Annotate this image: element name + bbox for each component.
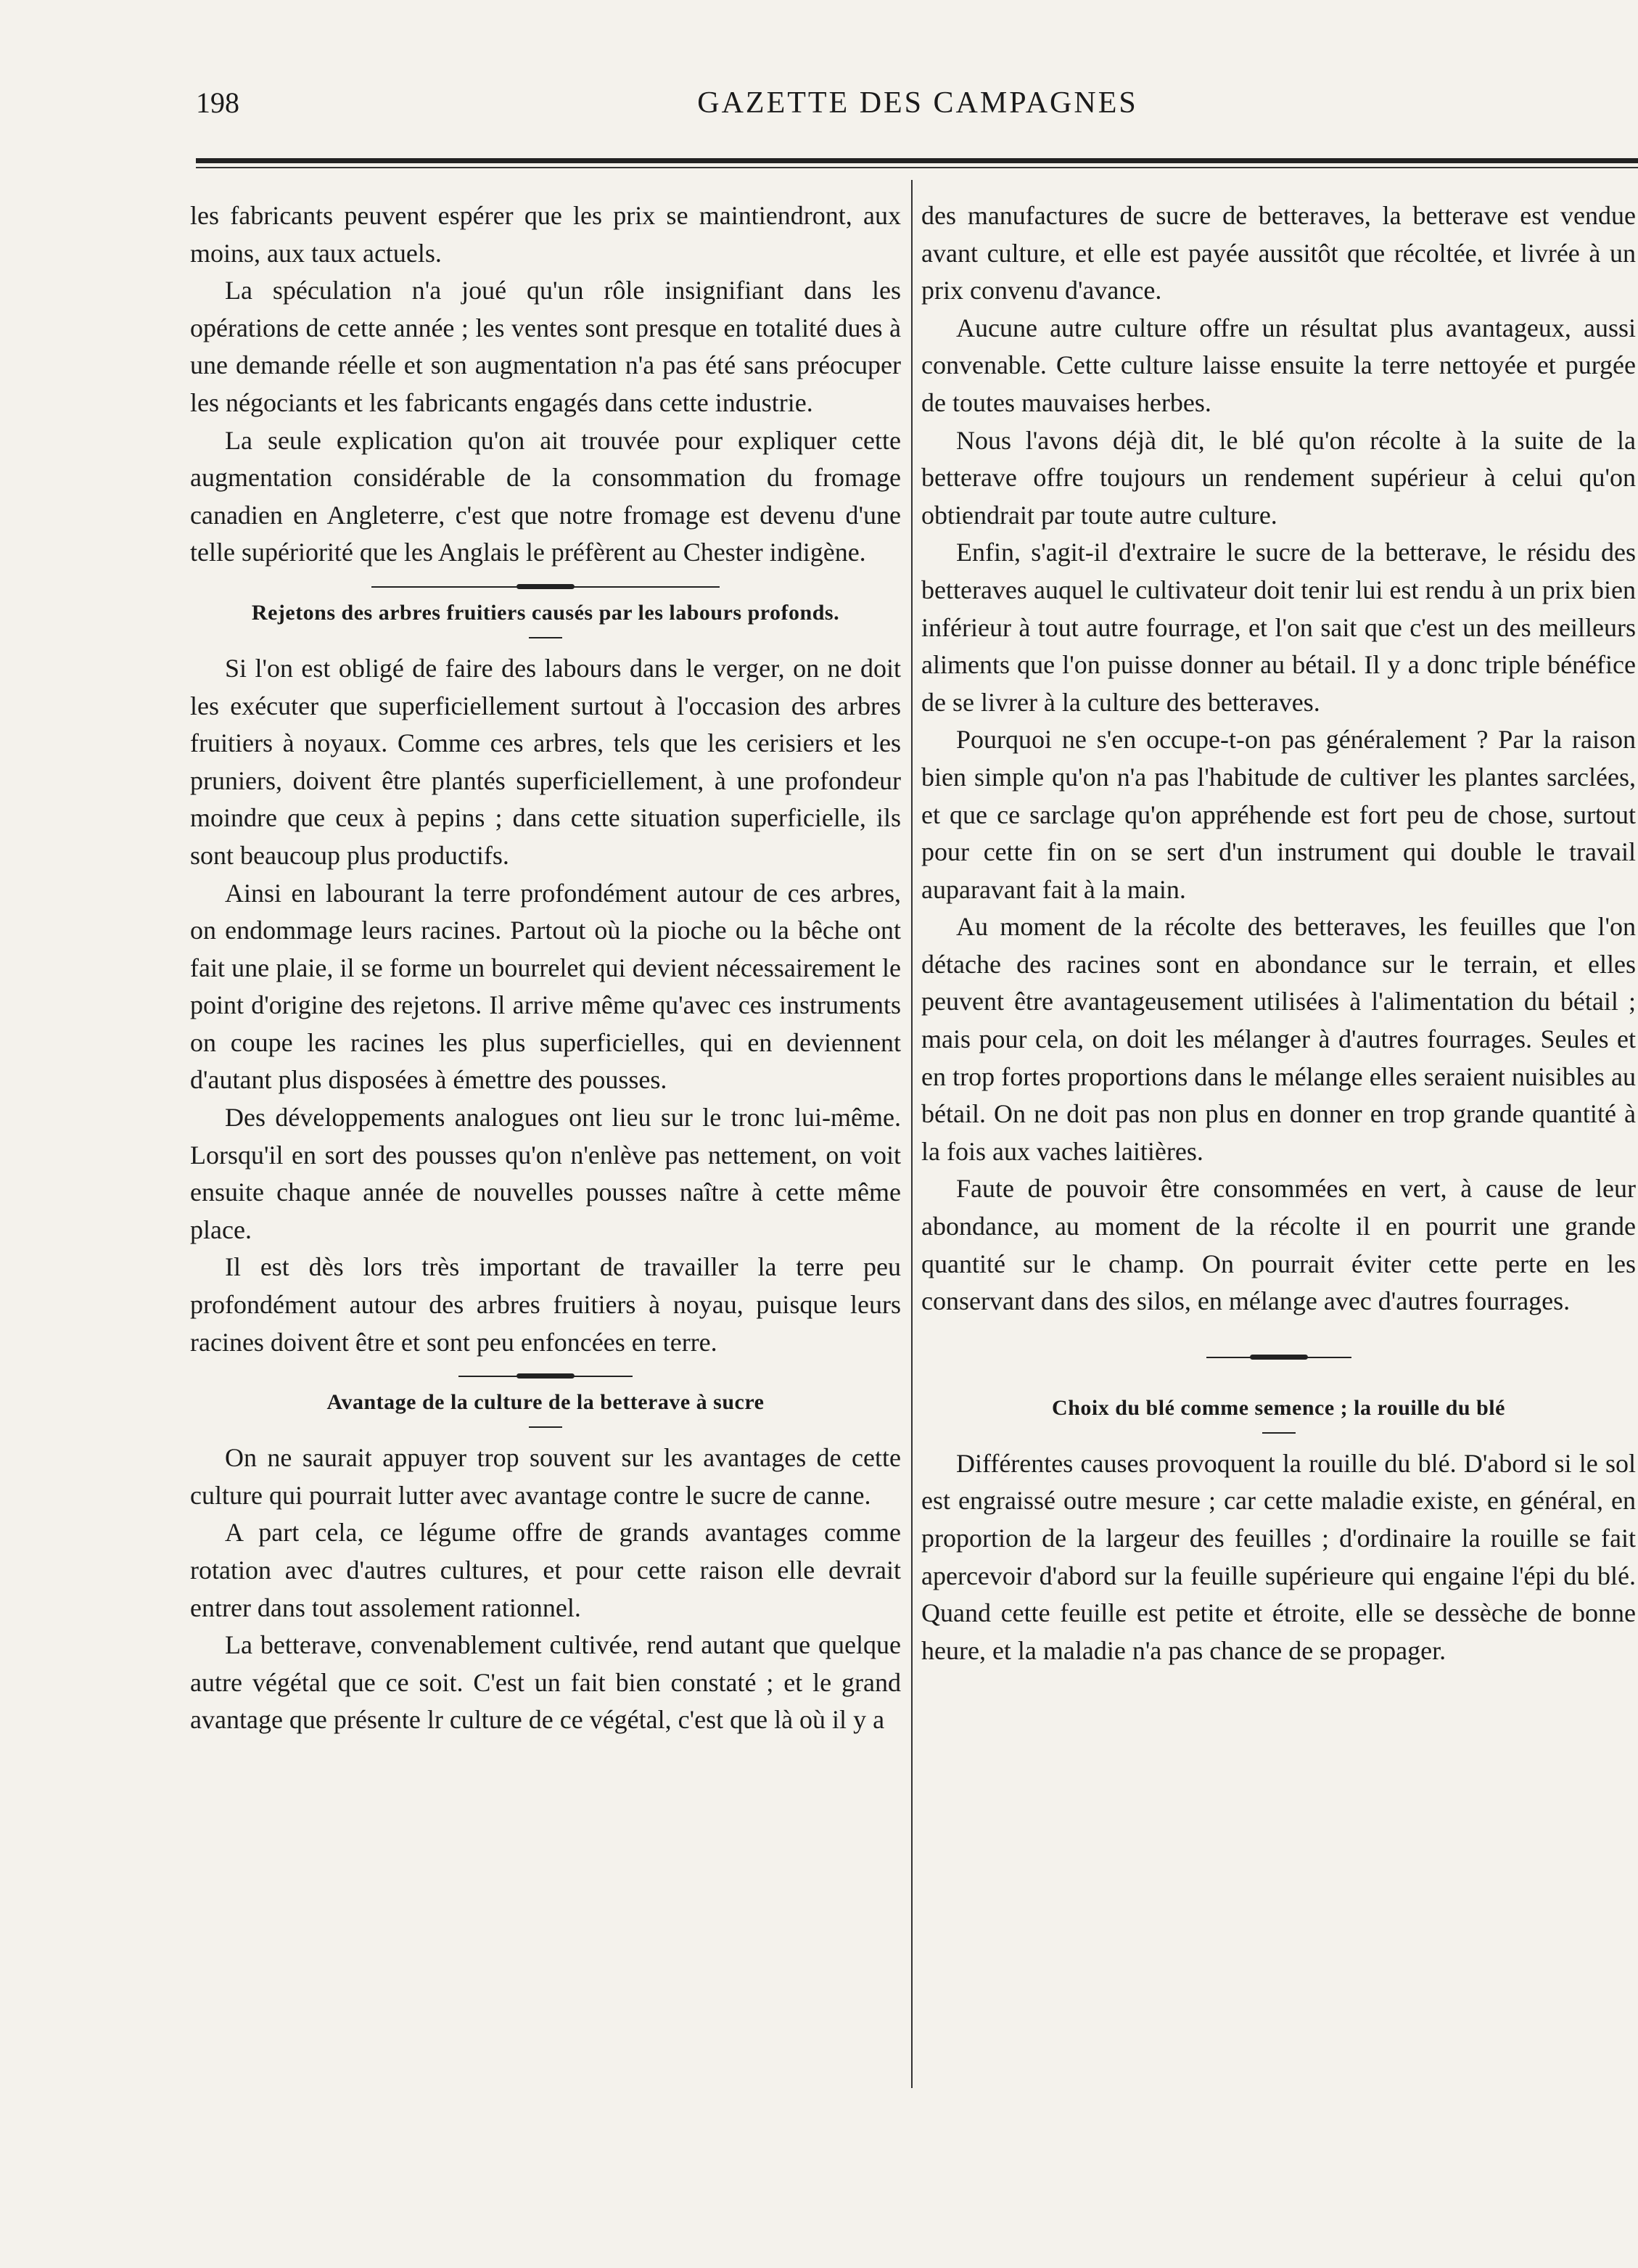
page-number: 198 <box>196 86 239 119</box>
paragraph: Des développements analogues ont lieu sur le tronc lui-même. Lorsqu'il en sort des pousses qu'on n'enlève pas nettement, on voit ensuite chaque année de nouvelles pousses naître à cette même place. <box>190 1103 901 1244</box>
heading-dash <box>529 1426 562 1428</box>
heading-dash <box>529 637 562 638</box>
paragraph: Enfin, s'agit-il d'extraire le sucre de la betterave, le résidu des betteraves auquel le cultivateur doit tenir lui est rendu à un prix bien inférieur à tout autre fourrage, et l'on sait que c'est un des meilleurs aliments que l'on puisse donner au bétail. Il y a donc triple bénéfice de se livrer à la culture des betteraves. <box>921 538 1636 717</box>
paragraph: La spéculation n'a joué qu'un rôle insignifiant dans les opérations de cette année ; les ventes sont presque en totalité dues à une demande réelle et son augmentation n'a pas été sans préocuper les négociants et les fabricants engagés dans cette industrie. <box>190 276 901 417</box>
paragraph: Ainsi en labourant la terre profondément autour de ces arbres, on endommage leurs racines. Partout où la pioche ou la bêche ont fait une plaie, il se forme un bourrelet qui devient nécessairement le point d'origine des rejetons. Il arrive même qu'avec ces instruments on coupe les racines les plus superficielles, qui en deviennent d'autant plus disposées à émettre des pousses. <box>190 878 901 1095</box>
paragraph: Aucune autre culture offre un résultat plus avantageux, aussi convenable. Cette culture laisse ensuite la terre nettoyée et purgée de toutes mauvaises herbes. <box>921 313 1636 417</box>
paragraph: On ne saurait appuyer trop souvent sur les avantages de cette culture qui pourrait lutter avec avantage contre le sucre de canne. <box>190 1443 901 1510</box>
left-column <box>190 197 901 1739</box>
column-divider <box>911 180 913 2088</box>
section-separator <box>921 1349 1636 1365</box>
paragraph: Si l'on est obligé de faire des labours dans le verger, on ne doit les exécuter que superficiellement surtout à l'occasion des arbres fruitiers à noyaux. Comme ces arbres, tels que les cerisiers et les pruniers, doivent être plantés superficiellement, à une profondeur moindre que ceux à pepins ; dans cette situation superficielle, ils sont beaucoup plus productifs. <box>190 653 901 870</box>
section-heading: Rejetons des arbres fruitiers causés par les labours profonds. <box>251 600 840 625</box>
paragraph: Il est dès lors très important de travailler la terre peu profondément autour des arbres fruitiers à noyau, puisque leurs racines doivent être et sont peu enfoncées en terre. <box>190 1252 901 1357</box>
header-rule-thick <box>196 158 1638 163</box>
section-separator <box>190 579 901 595</box>
paragraph: Faute de pouvoir être consommées en vert, à cause de leur abondance, au moment de la récolte il en pourrit une grande quantité sur le champ. On pourrait éviter cette perte en les conservant dans des silos, en mélange avec d'autres fourrages. <box>921 1174 1636 1316</box>
paragraph: Nous l'avons déjà dit, le blé qu'on récolte à la suite de la betterave offre toujours un rendement supérieur à celui qu'on obtiendrait par toute autre culture. <box>921 425 1636 530</box>
paragraph: La seule explication qu'on ait trouvée pour expliquer cette augmentation considérable de la consommation du fromage canadien en Angleterre, c'est que notre fromage est devenu d'une telle supériorité que les Anglais le préfèrent au Chester indigène. <box>190 425 901 567</box>
paragraph: Au moment de la récolte des betteraves, les feuilles que l'on détache des racines sont en abondance sur le terrain, et elles peuvent être avantageusement utilisées à l'alimentation du bétail ; mais pour cela, on doit les mélanger à d'autres fourrages. Seules et en trop fortes proportions dans le mélange elles seraient nuisibles au bétail. On ne doit pas non plus en donner en trop grande quantité à la fois aux vaches laitières. <box>921 912 1636 1166</box>
paragraph: des manufactures de sucre de betteraves, la betterave est vendue avant culture, et elle est payée aussitôt que récoltée, et livrée à un prix convenu d'avance. <box>921 201 1636 305</box>
paragraph: A part cela, ce légume offre de grands avantages comme rotation avec d'autres cultures, et pour cette raison elle devrait entrer dans tout assolement rationnel. <box>190 1518 901 1622</box>
running-title: GAZETTE DES CAMPAGNES <box>697 86 1138 120</box>
header-rule-thin <box>196 167 1638 168</box>
right-column <box>921 197 1636 1669</box>
paragraph: les fabricants peuvent espérer que les prix se maintiendront, aux moins, aux taux actuels. <box>190 201 901 268</box>
heading-dash <box>1262 1432 1296 1434</box>
section-heading: Choix du blé comme semence ; la rouille du blé <box>1052 1395 1505 1420</box>
page-header <box>196 86 1638 136</box>
section-separator <box>190 1368 901 1384</box>
paragraph: Pourquoi ne s'en occupe-t-on pas généralement ? Par la raison bien simple qu'on n'a pas l'habitude de cultiver les plantes sarclées, et que ce sarclage qu'on appréhende est fort peu de chose, surtout pour cette fin on se sert d'un instrument qui double le travail auparavant fait à la main. <box>921 725 1636 904</box>
paragraph: Différentes causes provoquent la rouille du blé. D'abord si le sol est engraissé outre mesure ; car cette maladie existe, en général, en proportion de la largeur des feuilles ; d'ordinaire la rouille se fait apercevoir d'abord sur la feuille supérieure qui engaine l'épi du blé. Quand cette feuille est petite et étroite, elle se dessèche de bonne heure, et la maladie n'a pas chance de se propager. <box>921 1448 1636 1665</box>
section-heading: Avantage de la culture de la betterave à sucre <box>326 1390 765 1415</box>
paragraph: La betterave, convenablement cultivée, rend autant que quelque autre végétal que ce soit. C'est un fait bien constaté ; et le grand avantage que présente lr culture de ce végétal, c'est que là où il y a <box>190 1630 901 1735</box>
